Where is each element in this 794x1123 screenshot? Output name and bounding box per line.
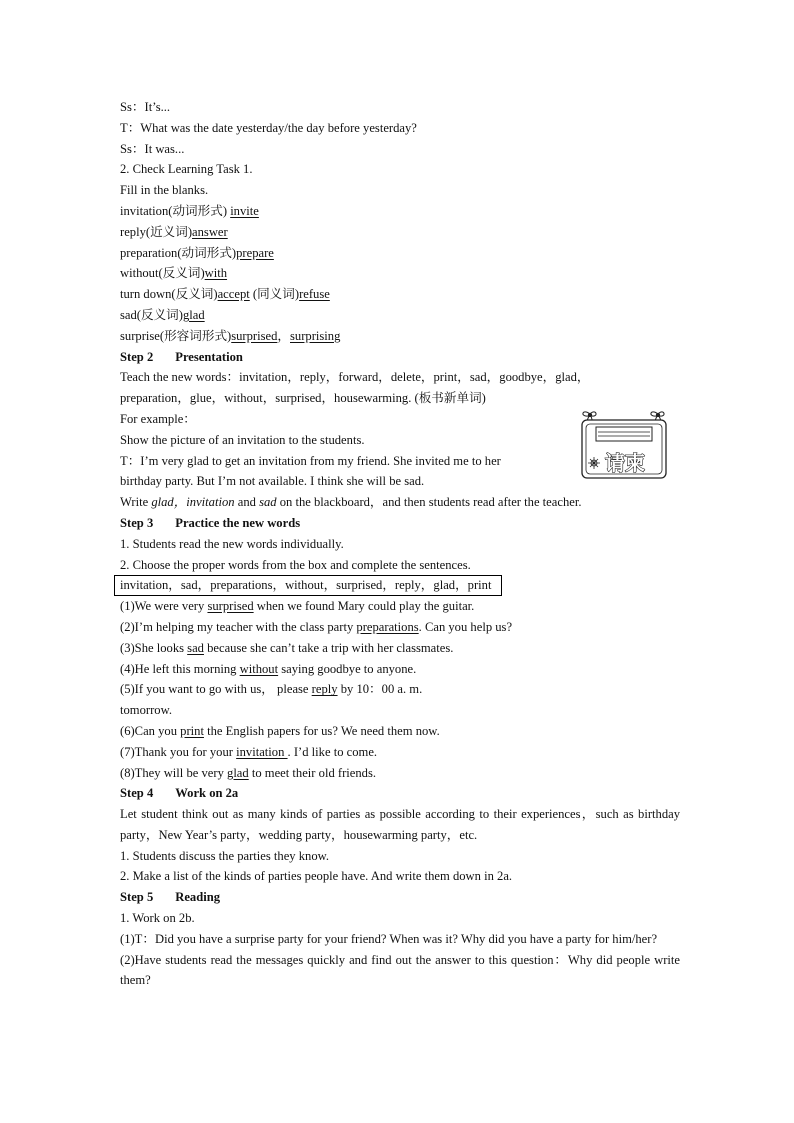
answer: reply [311, 682, 338, 697]
sentence: (5)If you want to go with us， please reply by 10：00 a. m. [120, 682, 423, 697]
vocab-item: preparation(动词形式)prepare [120, 245, 274, 260]
sentence: (6)Can you print the English papers for us? We need them now. [120, 723, 440, 738]
answer: print [180, 723, 204, 738]
answer: surprised [207, 599, 254, 614]
sentence: (1)We were very surprised when we found Mary could play the guitar. [120, 599, 475, 614]
card-title: 请柬 [605, 451, 645, 475]
step-heading: Step 3 Practice the new words [120, 515, 301, 530]
sentence: (8)They will be very glad to meet their old friends. [120, 765, 377, 780]
paragraph-line: T：I’m very glad to get an invitation from my friend. She invited me to her [120, 453, 501, 468]
dialog-line: Ss：It was... [120, 141, 185, 156]
answer: glad [227, 765, 249, 780]
lesson-page [120, 97, 680, 991]
step-heading: Step 2 Presentation [120, 349, 243, 364]
answer: surprised [231, 328, 278, 343]
answer: without [239, 661, 279, 676]
paragraph-line: Teach the new words：invitation，reply，forward，delete，print，sad，goodbye，glad， [120, 370, 590, 385]
sentence: (4)He left this morning without saying goodbye to anyone. [120, 661, 417, 676]
paragraph-line: 1. Work on 2b. [120, 911, 195, 926]
dialog-line: Ss：It’s... [120, 100, 171, 114]
word-box: invitation，sad，preparations，without，surprised，reply，glad，print [114, 575, 502, 596]
paragraph-line: 1. Students read the new words individually. [120, 536, 344, 551]
paragraph: (1)T：Did you have a surprise party for your friend? When was it? Why did you have a party for him/her? [120, 931, 658, 946]
answer: answer [192, 224, 228, 239]
answer: with [204, 266, 228, 281]
paragraph-line: 2. Choose the proper words from the box and complete the sentences. [120, 557, 471, 572]
sentence-continuation: tomorrow. [120, 703, 172, 718]
step-heading: Step 5 Reading [120, 890, 221, 905]
answer: preparations [356, 619, 419, 634]
answer: refuse [299, 287, 330, 302]
step-heading: Step 4 Work on 2a [120, 786, 239, 801]
answer: glad [182, 307, 205, 322]
sentence: (2)I’m helping my teacher with the class party preparations. Can you help us? [120, 619, 513, 634]
vocab-item: without(反义词)with [120, 266, 228, 281]
paragraph-line: preparation，glue，without，surprised，housewarming. (板书新单词) [120, 391, 486, 406]
answer: accept [217, 287, 250, 302]
paragraph-line: Write glad，invitation and sad on the blackboard，and then students read after the teacher. [120, 495, 582, 510]
answer: invite [230, 203, 259, 218]
vocab-item: reply(近义词)answer [120, 224, 228, 239]
paragraph-line: Show the picture of an invitation to the students. [120, 432, 365, 447]
paragraph-line: For example： [120, 411, 196, 426]
paragraph: (2)Have students read the messages quickly and find out the answer to this question：Why did people write them? [120, 952, 680, 988]
paragraph-line: 2. Make a list of the kinds of parties people have. And write them down in 2a. [120, 869, 513, 884]
answer: invitation [236, 744, 288, 759]
task-instruction: Fill in the blanks. [120, 183, 209, 198]
sentence: (7)Thank you for your invitation . I’d like to come. [120, 744, 378, 759]
vocab-item: invitation(动词形式) invite [120, 203, 259, 218]
word-box-line [120, 575, 680, 596]
dialog-line: T：What was the date yesterday/the day before yesterday? [120, 120, 417, 135]
vocab-item: surprise(形容词形式)surprised，surprising [120, 328, 341, 343]
answer: prepare [236, 245, 274, 260]
answer: sad [187, 640, 204, 655]
sentence: (3)She looks sad because she can’t take a trip with her classmates. [120, 640, 454, 655]
vocab-item: turn down(反义词)accept (同义词)refuse [120, 287, 330, 302]
vocab-item: sad(反义词)glad [120, 307, 205, 322]
invitation-card-picture [578, 407, 670, 481]
paragraph-line: birthday party. But I’m not available. I think she will be sad. [120, 474, 425, 489]
answer: surprising [290, 328, 341, 343]
task-heading: 2. Check Learning Task 1. [120, 162, 253, 177]
paragraph: Let student think out as many kinds of parties as possible according to their experiences，such as birthday party，New Year’s party，wedding party，housewarming party，etc. [120, 807, 680, 842]
paragraph-line: 1. Students discuss the parties they know. [120, 848, 330, 863]
